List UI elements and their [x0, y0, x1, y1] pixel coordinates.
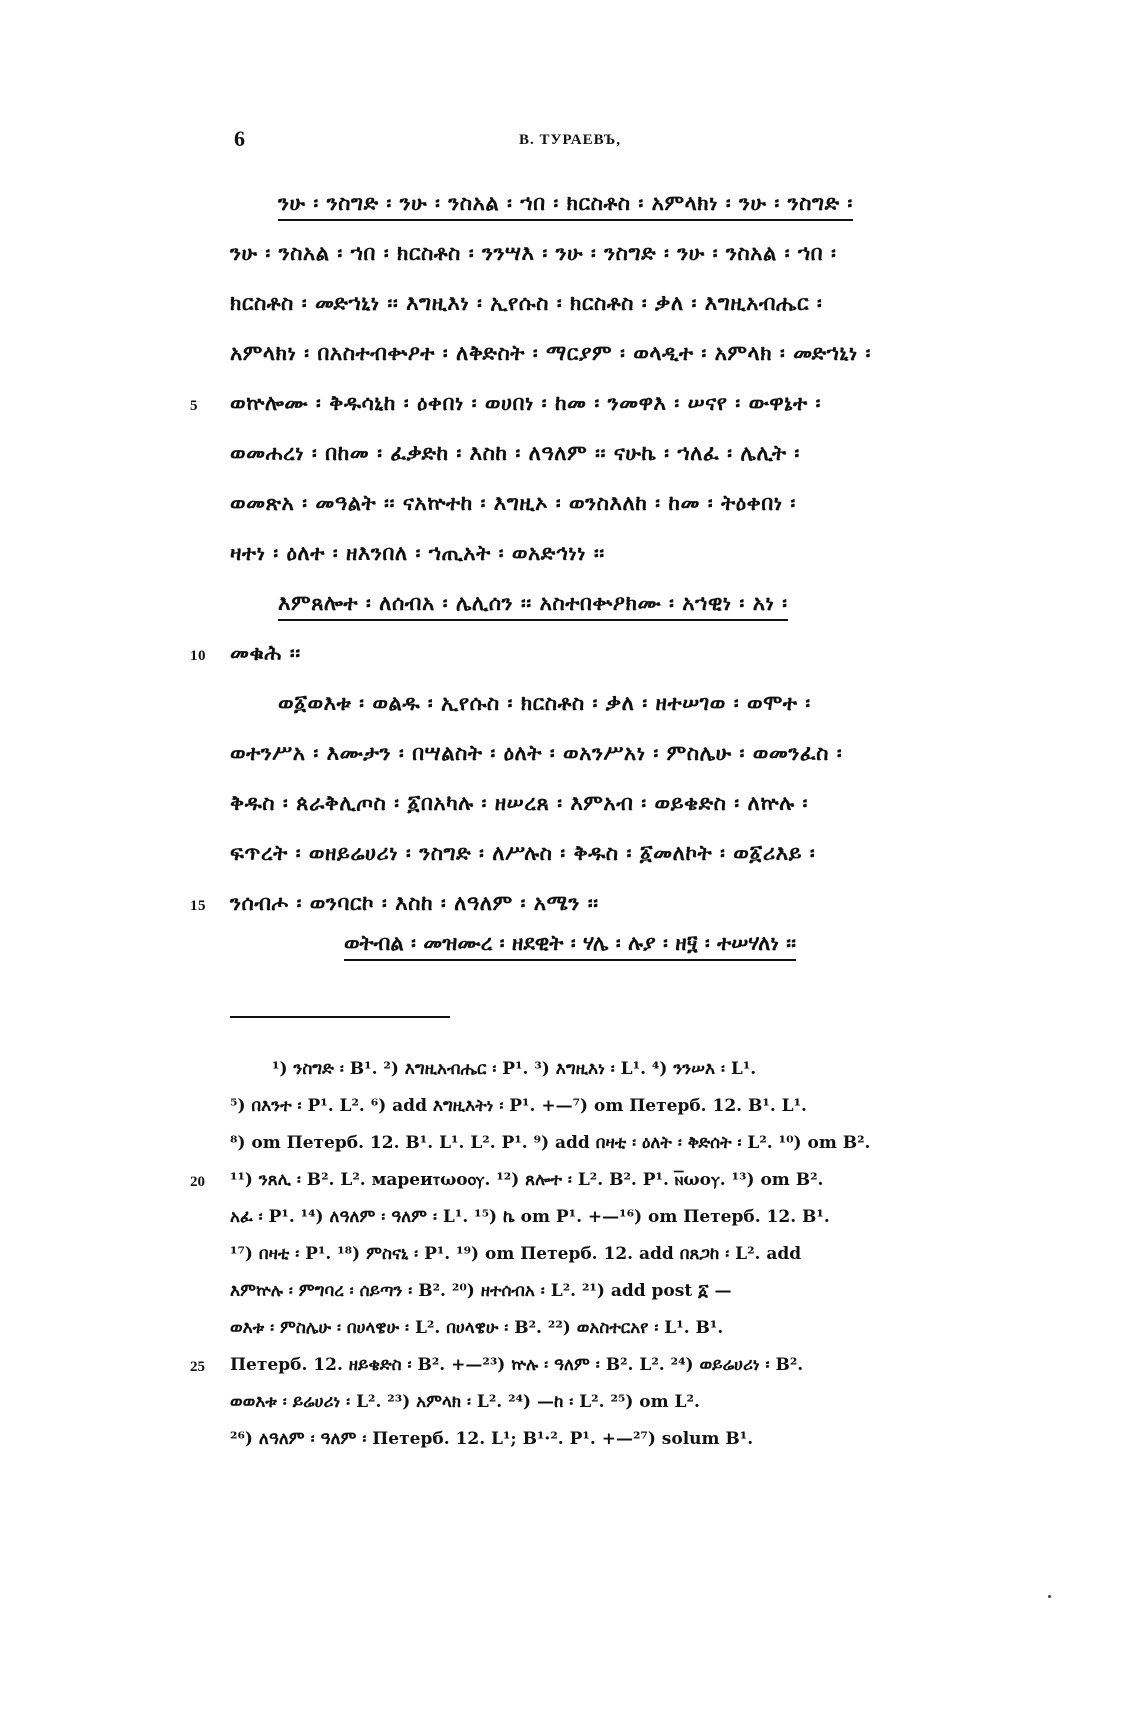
text-line — [230, 788, 1010, 838]
footnote-text: ¹⁷) በዛቲ ፡ P¹. ¹⁸) ምስናኒ ፡ P¹. ¹⁹) om Петерб. 12. add በጸጋከ ፡ L². add — [230, 1244, 802, 1264]
footnote-text: ⁸) om Петерб. 12. B¹. L¹. L². P¹. ⁹) add በዛቲ ፡ ዕለት ፡ ቅድሰት ፡ L². ¹⁰) om B². — [230, 1133, 871, 1153]
footnote-text: እምኵሉ ፡ ምግባረ ፡ ሰይጣን ፡ B². ²⁰) ዘተሰብአ ፡ L². ²¹) add post ፩ — — [230, 1281, 732, 1301]
text-line — [230, 438, 1010, 488]
line-text: ወ፩ወእቱ ፡ ወልዱ ፡ ኢየሱስ ፡ ክርስቶስ ፡ ቃለ ፡ ዘተሠገወ ፡ ወሞተ ፡ — [278, 690, 811, 715]
footnote-line — [230, 1204, 1010, 1241]
footnote-divider — [230, 1016, 450, 1018]
section-heading — [0, 930, 1140, 956]
footnotes — [190, 1056, 1010, 1463]
text-line — [230, 238, 1010, 288]
footnote-text: ¹) ንስግድ ፡ B¹. ²) እግዚአብሔር ፡ P¹. ³) እግዚእነ ፡ L¹. ⁴) ንንሠእ ፡ L¹. — [272, 1059, 757, 1079]
line-text: ክርስቶስ ፡ መድኀኒነ ፡፡ እግዚእነ ፡ ኢየሱስ ፡ ክርስቶስ ፡ ቃለ ፡ እግዚአብሔር ፡ — [230, 290, 823, 315]
line-text: እምጸሎተ ፡ ለሰብአ ፡ ሌሊሰን ፡፡ አስተበቍዖክሙ ፡ አኀዊነ ፡ አነ ፡ — [278, 590, 788, 621]
line-text: ንሁ ፡ ንስአል ፡ ኀበ ፡ ክርስቶስ ፡ ንንሣእ ፡ ንሁ ፡ ንስግድ ፡ ንሁ ፡ ንስአል ፡ ኀበ ፡ — [230, 240, 837, 265]
line-number: 20 — [190, 1174, 205, 1190]
footnote-line — [190, 1352, 1010, 1389]
line-text: ንሰብሖ ፡ ወንባርኮ ፡ እስከ ፡ ለዓለም ፡ አሜን ፡፡ — [230, 890, 599, 915]
text-line — [230, 738, 1010, 788]
line-text: ዛተነ ፡ ዕለተ ፡ ዘእንበለ ፡ ኀጢአት ፡ ወአድኅነነ ፡፡ — [230, 540, 605, 565]
footnote-line — [230, 1278, 1010, 1315]
footnote-line — [230, 1315, 1010, 1352]
ink-speck — [1048, 1595, 1051, 1598]
line-text: ንሁ ፡ ንስግድ ፡ ንሁ ፡ ንስአል ፡ ኀበ ፡ ክርስቶስ ፡ አምላክነ ፡ ንሁ ፡ ንስግድ ፡ — [278, 190, 853, 221]
page-number: 6 — [234, 126, 245, 151]
footnote-line — [190, 1167, 1010, 1204]
text-line — [230, 538, 1010, 588]
line-text: ቅዱስ ፡ ጰራቅሊጦስ ፡ ፩በአካሉ ፡ ዘሠረጸ ፡ እምአብ ፡ ወይቄድስ ፡ ለኵሉ ፡ — [230, 790, 808, 815]
footnote-line — [230, 1426, 1010, 1463]
line-number: 15 — [190, 898, 206, 914]
footnote-text: ¹¹) ንጸሊ ፡ B². L². мареиⲧωοⲟⲩ. ¹²) ጸሎተ ፡ L². B². P¹. ⲛ̅ωοⲩ. ¹³) om B². — [230, 1170, 824, 1190]
footnote-line — [230, 1056, 1010, 1093]
footnote-line — [230, 1389, 1010, 1426]
line-number: 10 — [190, 648, 206, 664]
text-line — [230, 338, 1010, 388]
footnote-line — [230, 1093, 1010, 1130]
line-text: ወመጽአ ፡ መዓልት ፡፡ ናአኵተከ ፡ እግዚኦ ፡ ወንስእለከ ፡ ከመ ፡ ትዕቀበነ ፡ — [230, 490, 796, 515]
footnote-line — [230, 1241, 1010, 1278]
line-text: ወኵሎሙ ፡ ቅዱሳኒከ ፡ ዕቀበነ ፡ ወሀበነ ፡ ከመ ፡ ንመዋእ ፡ ሠናየ ፡ ውዋኔተ ፡ — [230, 390, 821, 415]
main-text — [190, 188, 1010, 938]
text-line — [230, 588, 1010, 638]
footnote-text: ²⁶) ለዓለም ፡ ዓለም ፡ Петерб. 12. L¹; B¹·². P¹. +—²⁷) solum B¹. — [230, 1429, 754, 1449]
footnote-text: Петерб. 12. ዘይቄድስ ፡ B². +—²³) ኵሉ ፡ ዓለም ፡ B². L². ²⁴) ወይሬሀሪነ ፡ B². — [230, 1355, 804, 1375]
text-line — [230, 688, 1010, 738]
line-text: ፍጥረት ፡ ወዘይሬሀሪነ ፡ ንስግድ ፡ ለሥሉስ ፡ ቅዱስ ፡ ፩መለኮት ፡ ወ፩ሪእይ ፡ — [230, 840, 816, 865]
text-line — [190, 638, 1010, 688]
section-heading-text: ወትብል ፡ መዝሙረ ፡ ዘደዊት ፡ ሃሌ ፡ ሉያ ፡ ዘ፶ ፡ ተሠሃለነ ፡፡ — [344, 930, 796, 961]
line-text: አምላክነ ፡ በአስተብቍዖተ ፡ ለቅድስት ፡ ማርያም ፡ ወላዲተ ፡ አምላክ ፡ መድኀኒነ ፡ — [230, 340, 872, 365]
footnote-text: ወወእቱ ፡ ይሬሀሪነ ፡ L². ²³) አምላክ ፡ L². ²⁴) —ከ ፡ L². ²⁵) om L². — [230, 1392, 700, 1412]
line-text: ወመሐረነ ፡ በከመ ፡ ፈቃድከ ፡ እስከ ፡ ለዓለም ፡፡ ናሁኬ ፡ ኀለፈ ፡ ሌሊት ፡ — [230, 440, 800, 465]
line-text: ወተንሥአ ፡ እሙታን ፡ በሣልስት ፡ ዕለት ፡ ወአንሥአነ ፡ ምስሌሁ ፡ ወመንፈስ ፡ — [230, 740, 843, 765]
line-number: 5 — [190, 398, 198, 414]
running-head: В. ТУРАЕВЪ, — [518, 132, 622, 148]
footnote-text: ⁵) በእንተ ፡ P¹. L². ⁶) add እግዚእትነ ፡ P¹. +—⁷) om Петерб. 12. B¹. L¹. — [230, 1096, 807, 1116]
text-line — [230, 838, 1010, 888]
text-line — [190, 388, 1010, 438]
footnote-line — [230, 1130, 1010, 1167]
text-line — [230, 488, 1010, 538]
text-line — [230, 288, 1010, 338]
footnote-text: አፈ ፡ P¹. ¹⁴) ለዓለም ፡ ዓለም ፡ L¹. ¹⁵) ኬ om P¹. +—¹⁶) om Петерб. 12. B¹. — [230, 1207, 830, 1227]
footnote-text: ወእቱ ፡ ምስሌሁ ፡ በሀላዌሁ ፡ L². በሀላዌሁ ፡ B². ²²) ወአስተርአየ ፡ L¹. B¹. — [230, 1318, 724, 1338]
line-text: መቁሕ ፡፡ — [230, 640, 301, 665]
line-number: 25 — [190, 1359, 205, 1375]
text-line — [230, 188, 1010, 238]
